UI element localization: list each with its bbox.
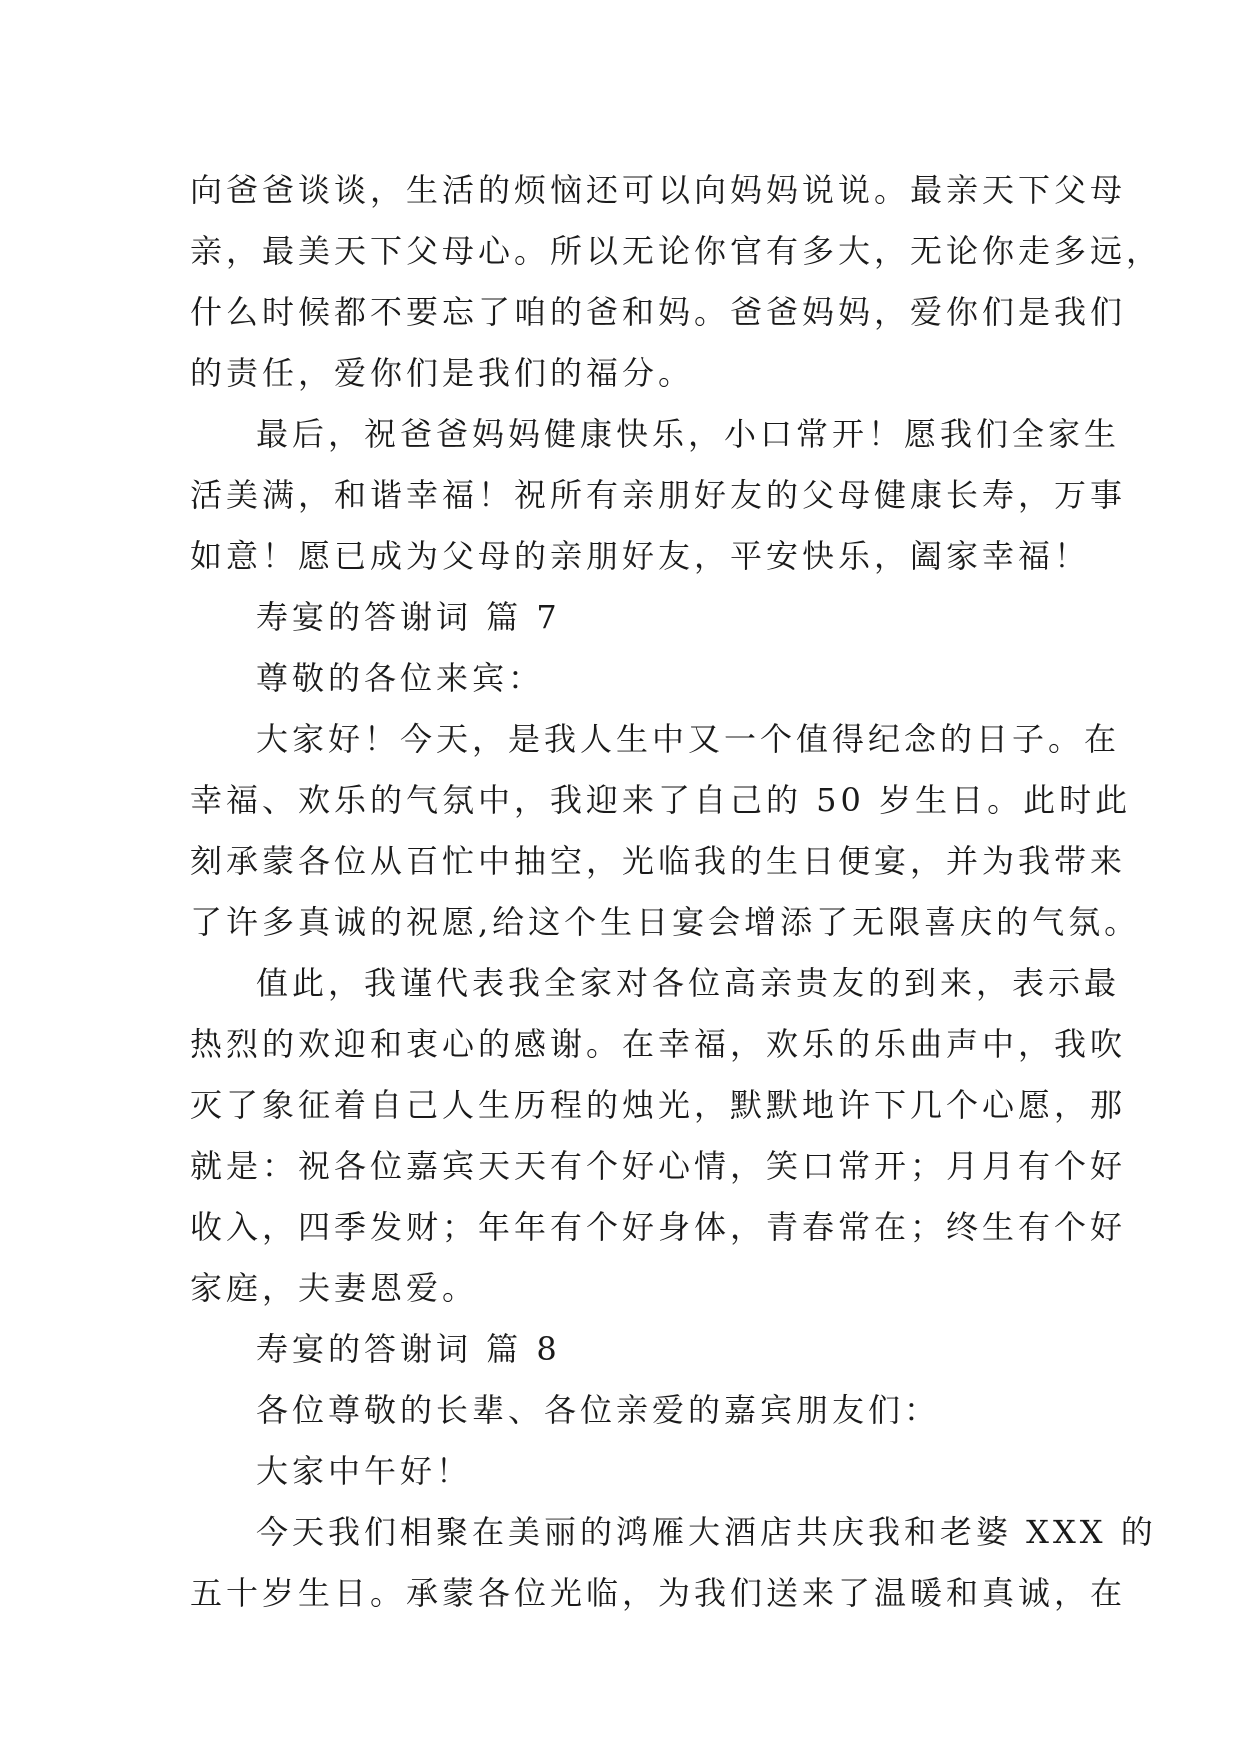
text-line: 灭了象征着自己人生历程的烛光，默默地许下几个心愿，那: [190, 1086, 1127, 1124]
text-line: 五十岁生日。承蒙各位光临，为我们送来了温暖和真诚，在: [190, 1574, 1127, 1612]
text-line: 刻承蒙各位从百忙中抽空，光临我的生日便宴，并为我带来: [190, 842, 1127, 880]
text-line: 的责任，爱你们是我们的福分。: [190, 354, 695, 392]
paragraph-start-line: 今天我们相聚在美丽的鸿雁大酒店共庆我和老婆 XXX 的: [256, 1513, 1157, 1551]
text-line: 亲，最美天下父母心。所以无论你官有多大，无论你走多远，: [190, 232, 1163, 270]
text-line: 活美满，和谐幸福！祝所有亲朋好友的父母健康长寿，万事: [190, 476, 1127, 514]
text-line: 就是：祝各位嘉宾天天有个好心情，笑口常开；月月有个好: [190, 1147, 1127, 1185]
text-line: 热烈的欢迎和衷心的感谢。在幸福，欢乐的乐曲声中，我吹: [190, 1025, 1127, 1063]
salutation-line: 尊敬的各位来宾：: [256, 659, 545, 697]
paragraph-start-line: 最后，祝爸爸妈妈健康快乐，小口常开！愿我们全家生: [256, 415, 1121, 453]
text-line: 幸福、欢乐的气氛中，我迎来了自己的 50 岁生日。此时此: [190, 781, 1132, 819]
text-line: 收入，四季发财；年年有个好身体，青春常在；终生有个好: [190, 1208, 1127, 1246]
paragraph-start-line: 大家好！今天，是我人生中又一个值得纪念的日子。在: [256, 720, 1121, 758]
section-heading: 寿宴的答谢词 篇 8: [256, 1330, 561, 1368]
paragraph-start-line: 值此，我谨代表我全家对各位高亲贵友的到来，表示最: [256, 964, 1121, 1002]
section-heading: 寿宴的答谢词 篇 7: [256, 598, 561, 636]
greeting-line: 大家中午好！: [256, 1452, 473, 1490]
document-body: [190, 160, 1163, 1624]
text-line: 家庭，夫妻恩爱。: [190, 1269, 479, 1307]
salutation-line: 各位尊敬的长辈、各位亲爱的嘉宾朋友们：: [256, 1391, 941, 1429]
text-line: 了许多真诚的祝愿,给这个生日宴会增添了无限喜庆的气氛。: [190, 903, 1141, 941]
text-line: 如意！愿已成为父母的亲朋好友，平安快乐，阖家幸福！: [190, 537, 1091, 575]
text-line: 什么时候都不要忘了咱的爸和妈。爸爸妈妈，爱你们是我们: [190, 293, 1127, 331]
text-line: 向爸爸谈谈，生活的烦恼还可以向妈妈说说。最亲天下父母: [190, 171, 1127, 209]
